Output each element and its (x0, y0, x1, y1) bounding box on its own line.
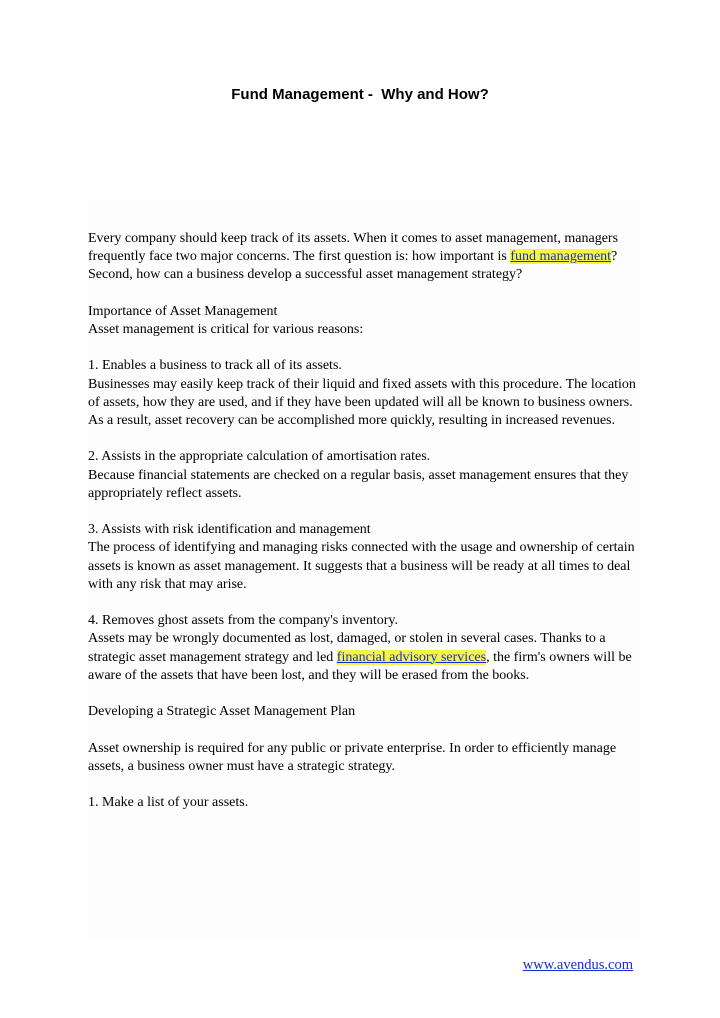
importance-heading: Importance of Asset Management (88, 303, 278, 319)
developing-heading: Developing a Strategic Asset Management Plan (88, 704, 356, 720)
point-3 (88, 521, 648, 594)
point-4-heading: 4. Removes ghost assets from the company's inventory. (88, 613, 398, 629)
developing-body: Asset ownership is required for any public or private enterprise. In order to efficiently manage assets, a business owner must have a strategic strategy. (88, 740, 617, 774)
point-4-body-before: Assets may be wrongly documented as lost, damaged, or stolen in several cases. Thanks to a strategic asset management strategy and led (88, 631, 606, 665)
step-1: 1. Make a list of your assets. (88, 795, 249, 811)
point-3-body: The process of identifying and managing risks connected with the usage and ownership of certain assets is known as asset management. It suggests that a business will be ready at all times to deal with any risk that may arise. (88, 540, 635, 592)
importance-section (88, 303, 648, 339)
point-1 (88, 357, 648, 430)
document-title: Fund Management - Why and How? (231, 86, 489, 103)
point-2 (88, 448, 648, 503)
point-2-heading: 2. Assists in the appropriate calculation of amortisation rates. (88, 449, 431, 465)
point-4-body-after: , the firm's owners will be aware of the assets that have been lost, and they will be erased from the books. (88, 649, 632, 683)
financial-advisory-link[interactable]: financial advisory services (336, 649, 487, 665)
point-2-body: Because financial statements are checked on a regular basis, asset management ensures that they appropriately reflect assets. (88, 467, 629, 501)
point-4 (88, 612, 648, 685)
point-1-heading: 1. Enables a business to track all of its assets. (88, 358, 342, 374)
intro-text-before: Every company should keep track of its assets. When it comes to asset management, managers frequently face two major concerns. The first question is: how important is (88, 231, 619, 265)
point-3-heading: 3. Assists with risk identification and management (88, 522, 371, 538)
fund-management-link[interactable]: fund management (510, 249, 612, 265)
document-body (88, 230, 648, 831)
importance-lead: Asset management is critical for various reasons: (88, 322, 364, 337)
intro-paragraph (88, 230, 648, 285)
point-1-body: Businesses may easily keep track of their liquid and fixed assets with this procedure. The location of assets, how they are used, and if they have been updated will all be known to business owners. As a result, asset recovery can be accomplished more quickly, resulting in increased revenues. (88, 376, 636, 428)
website-link[interactable]: www.avendus.com (522, 957, 633, 973)
intro-text-after: ? Second, how can a business develop a successful asset management strategy? (88, 249, 618, 283)
